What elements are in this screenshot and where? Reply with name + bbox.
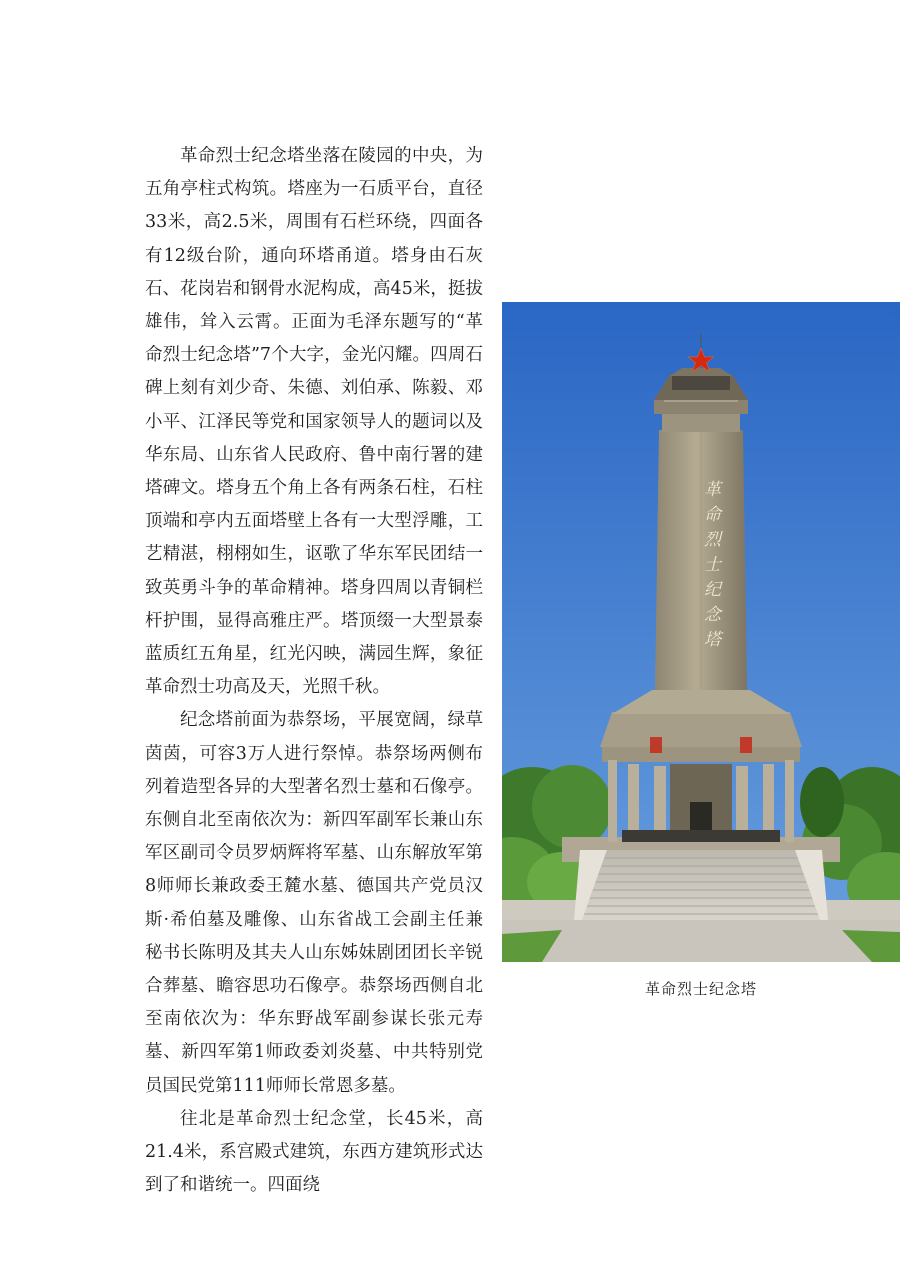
monument-photo <box>502 302 900 962</box>
paragraph-1: 革命烈士纪念塔坐落在陵园的中央，为五角亭柱式构筑。塔座为一石质平台，直径33米，高2.5米，周围有石栏环绕，四面各有12级台阶，通向环塔甬道。塔身由石灰石、花岗岩和钢骨水泥构成，高45米，挺拔雄伟，耸入云霄。正面为毛泽东题写的“革命烈士纪念塔”7个大字，金光闪耀。四周石碑上刻有刘少奇、朱德、刘伯承、陈毅、邓小平、江泽民等党和国家领导人的题词以及华东局、山东省人民政府、鲁中南行署的建塔碑文。塔身五个角上各有两条石柱，石柱顶端和亭内五面塔壁上各有一大型浮雕，工艺精湛，栩栩如生，讴歌了华东军民团结一致英勇斗争的革命精神。塔身四周以青铜栏杆护围，显得高雅庄严。塔顶缀一大型景泰蓝质红五角星，红光闪映，满园生辉，象征革命烈士功高及天，光照千秋。 <box>145 146 483 698</box>
paragraph-3: 往北是革命烈士纪念堂，长45米，高21.4米，系宫殿式建筑，东西方建筑形式达到了和谐统一。四面绕 <box>145 1108 483 1196</box>
photo-caption: 革命烈士纪念塔 <box>644 980 757 998</box>
article-body <box>145 140 483 1203</box>
tower-inscription: 革命烈士纪念塔 <box>700 480 720 655</box>
staircase <box>582 850 820 920</box>
paragraph-2: 纪念塔前面为恭祭场，平展宽阔，绿草茵茵，可容3万人进行祭悼。恭祭场两侧布列着造型各异的大型著名烈士墓和石像亭。东侧自北至南依次为：新四军副军长兼山东军区副司令员罗炳辉将军墓、山东解放军第8师师长兼政委王麓水墓、德国共产党员汉斯·希伯墓及雕像、山东省战工会副主任兼秘书长陈明及其夫人山东姊妹剧团团长辛锐合葬墓、瞻容思功石像亭。恭祭场西侧自北至南依次为：华东野战军副参谋长张元寿墓、新四军第1师政委刘炎墓、中共特别党员国民党第111师师长常恩多墓。 <box>145 710 483 1096</box>
plaza <box>502 917 900 962</box>
pavilion-roof <box>600 712 802 747</box>
